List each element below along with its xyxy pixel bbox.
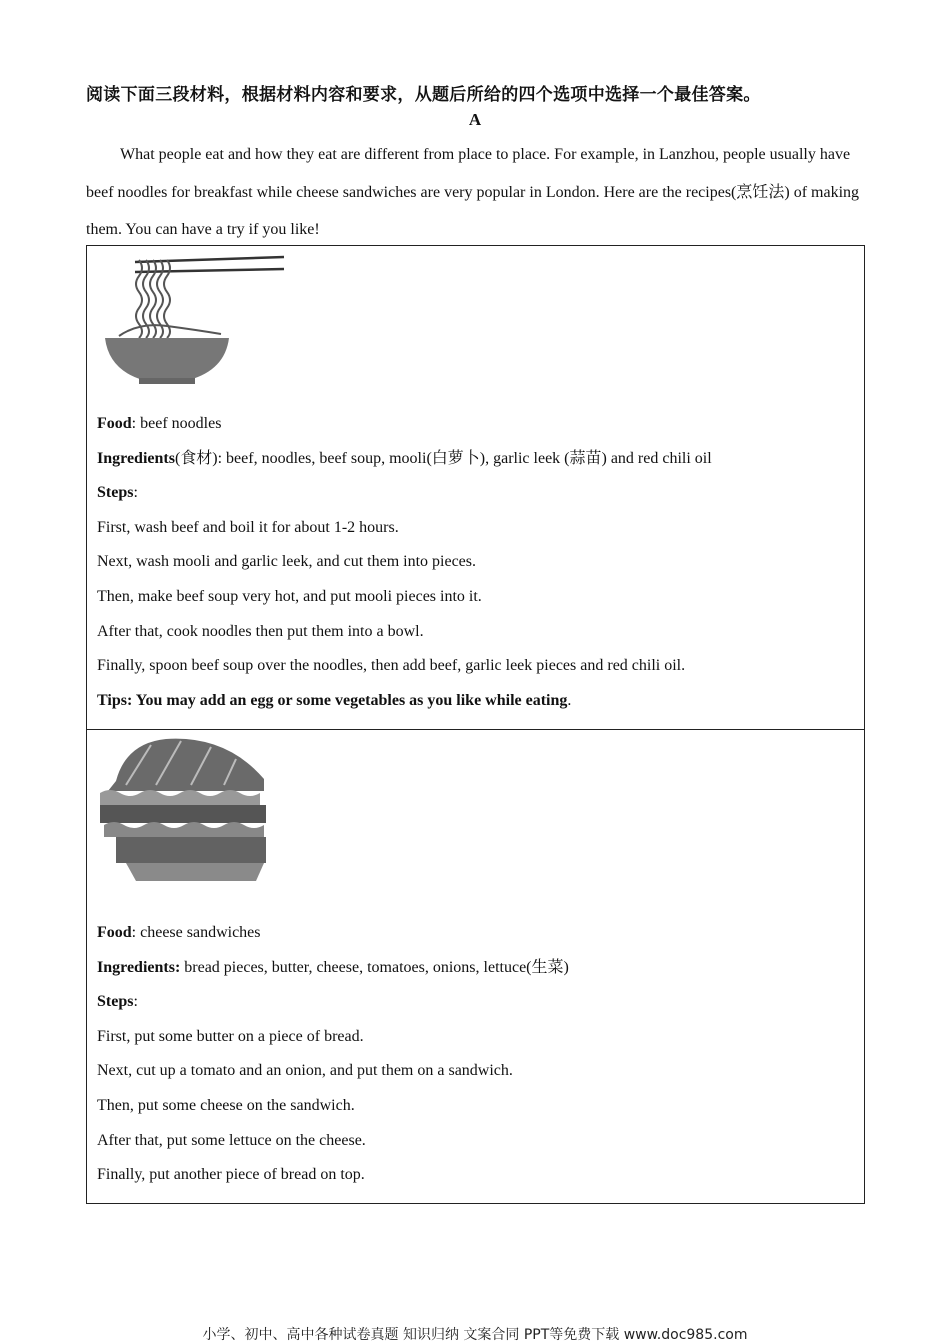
recipe-card-noodles xyxy=(86,245,865,730)
steps-heading: Steps: xyxy=(97,993,138,1011)
step-line: Finally, put another piece of bread on top. xyxy=(97,1166,365,1184)
food-line: Food: beef noodles xyxy=(97,415,222,432)
step-line: Finally, spoon beef soup over the noodles, then add beef, garlic leek pieces and red chili oil. xyxy=(97,657,686,675)
step-line: First, wash beef and boil it for about 1-2 hours. xyxy=(97,518,399,536)
ingredients-line: Ingredients(食材): beef, noodles, beef soup, mooli(白萝卜), garlic leek (蒜苗) and red chili oil xyxy=(97,449,712,467)
step-line: Next, cut up a tomato and an onion, and put them on a sandwich. xyxy=(97,1062,513,1080)
food-line: Food: cheese sandwiches xyxy=(97,924,261,941)
step-line: After that, cook noodles then put them into a bowl. xyxy=(97,622,424,640)
step-line: After that, put some lettuce on the cheese. xyxy=(97,1131,366,1149)
sandwich-icon xyxy=(96,735,271,885)
recipe-sandwich-text xyxy=(97,916,569,1193)
intro-text: What people eat and how they eat are different from place to place. For example, in Lanzhou, people usually have beef noodles for breakfast while cheese sandwiches are very popular in London. Here are the recipes(烹饪法) of making them. You can have a try if you like! xyxy=(86,146,860,238)
step-line: First, put some butter on a piece of bread. xyxy=(97,1027,364,1045)
step-line: Next, wash mooli and garlic leek, and cut them into pieces. xyxy=(97,553,476,571)
step-line: Then, make beef soup very hot, and put mooli pieces into it. xyxy=(97,587,482,605)
recipe-noodles-text xyxy=(97,407,712,718)
ingredients-line: Ingredients: bread pieces, butter, cheese, tomatoes, onions, lettuce(生菜) xyxy=(97,958,569,976)
noodle-bowl-icon xyxy=(99,252,289,387)
instruction: 阅读下面三段材料，根据材料内容和要求，从题后所给的四个选项中选择一个最佳答案。 xyxy=(86,85,761,105)
intro-paragraph xyxy=(86,136,864,249)
tips-line: Tips: You may add an egg or some vegetables as you like while eating. xyxy=(97,691,572,709)
section-label: A xyxy=(468,110,482,129)
step-line: Then, put some cheese on the sandwich. xyxy=(97,1096,355,1114)
steps-heading: Steps: xyxy=(97,484,138,502)
recipe-card-sandwich xyxy=(86,729,865,1204)
page-footer: 小学、初中、高中各种试卷真题 知识归纳 文案合同 PPT等免费下载 www.doc985.com xyxy=(202,1327,748,1343)
